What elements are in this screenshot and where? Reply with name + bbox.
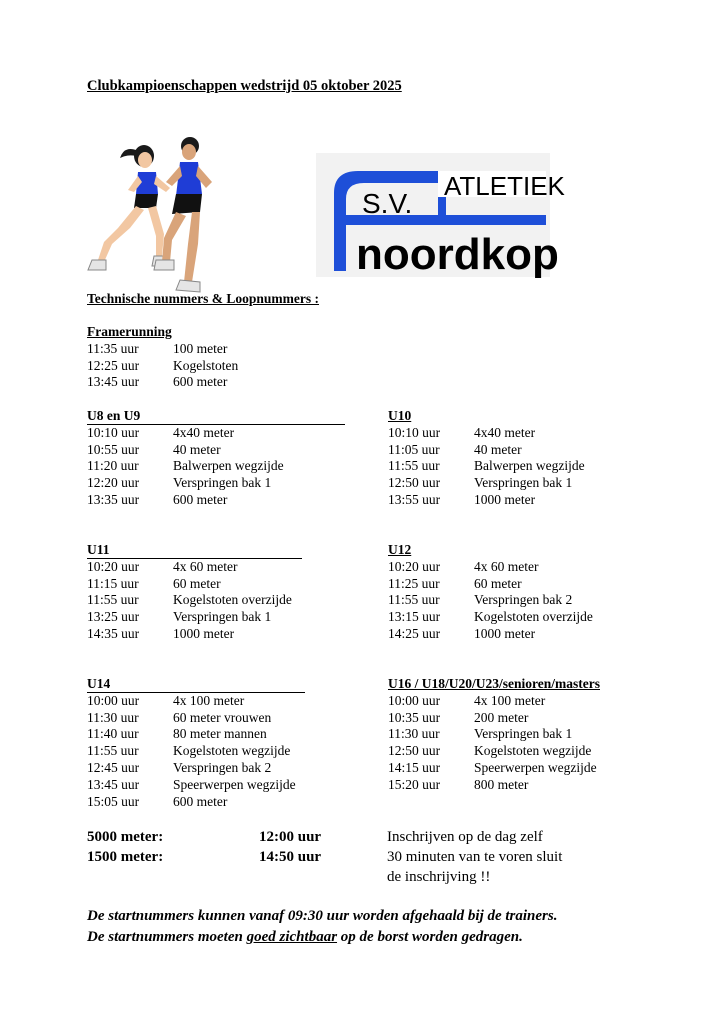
distance-runs	[87, 827, 367, 867]
schedule-row: 13:35 uur 600 meter	[87, 491, 228, 507]
schedule-row: 10:00 uur 4x 100 meter	[388, 692, 546, 708]
schedule-row: 13:45 uur Speerwerpen wegzijde	[87, 776, 296, 792]
schedule-u10	[388, 408, 638, 509]
schedule-row: 10:55 uur 40 meter	[87, 441, 221, 457]
schedule-row: 10:10 uur 4x40 meter	[87, 424, 235, 440]
schedule-row: 11:25 uur 60 meter	[388, 575, 522, 591]
schedule-row: 13:55 uur 1000 meter	[388, 491, 536, 507]
schedule-row: 10:35 uur 200 meter	[388, 709, 529, 725]
schedule-row: 13:25 uur Verspringen bak 1	[87, 609, 272, 625]
male-runner-figure	[154, 137, 212, 292]
schedule-framerunning	[87, 324, 347, 391]
schedule-row: 11:55 uur Kogelstoten overzijde	[87, 592, 292, 608]
schedule-row: 14:15 uur Speerwerpen wegzijde	[388, 759, 597, 775]
distance-row: 1500 meter: 14:50 uur	[87, 849, 322, 865]
footer-line-2: De startnummers moeten goed zichtbaar op de borst worden gedragen.	[87, 929, 523, 945]
section-heading: U11	[87, 542, 302, 559]
schedule-u11	[87, 542, 302, 643]
schedule-row: 11:20 uur Balwerpen wegzijde	[87, 458, 284, 474]
schedule-row: 11:55 uur Balwerpen wegzijde	[388, 458, 585, 474]
schedule-row: 12:25 uur Kogelstoten	[87, 357, 239, 373]
schedule-row: 11:35 uur 100 meter	[87, 340, 228, 356]
schedule-row: 11:40 uur 80 meter mannen	[87, 726, 267, 742]
footer-note	[87, 906, 558, 948]
logo-text-noordkop: noordkop	[356, 230, 559, 279]
schedule-row: 10:00 uur 4x 100 meter	[87, 692, 245, 708]
distance-row: 5000 meter: 12:00 uur	[87, 829, 322, 845]
schedule-u12	[388, 542, 638, 643]
section-subtitle: Technische nummers & Loopnummers :	[87, 291, 320, 306]
schedule-row: 13:45 uur 600 meter	[87, 374, 228, 390]
schedule-row: 11:55 uur Verspringen bak 2	[388, 592, 573, 608]
registration-note: Inschrijven op de dag zelf 30 minuten van te voren sluit de inschrijving !!	[387, 829, 563, 885]
schedule-row: 11:05 uur 40 meter	[388, 441, 522, 457]
schedule-row: 12:45 uur Verspringen bak 2	[87, 759, 272, 775]
schedule-row: 11:30 uur 60 meter vrouwen	[87, 709, 272, 725]
schedule-row: 11:15 uur 60 meter	[87, 575, 221, 591]
schedule-row: 10:20 uur 4x 60 meter	[388, 558, 539, 574]
schedule-row: 12:50 uur Kogelstoten wegzijde	[388, 743, 592, 759]
club-logo	[316, 153, 565, 279]
schedule-row: 13:15 uur Kogelstoten overzijde	[388, 609, 593, 625]
schedule-row: 11:55 uur Kogelstoten wegzijde	[87, 743, 291, 759]
schedule-u16-senioren	[388, 676, 648, 794]
schedule-row: 10:10 uur 4x40 meter	[388, 424, 536, 440]
schedule-row: 12:20 uur Verspringen bak 1	[87, 475, 272, 491]
section-heading: U10	[388, 408, 412, 423]
section-heading: Framerunning	[87, 324, 172, 339]
section-heading: U14	[87, 676, 305, 693]
logo-text-atletiek: ATLETIEK	[444, 171, 565, 201]
page-title: Clubkampioenschappen wedstrijd 05 oktober 2025	[87, 78, 402, 94]
logo-text-sv: S.V.	[362, 188, 413, 219]
footer-line-1: De startnummers kunnen vanaf 09:30 uur worden afgehaald bij de trainers.	[87, 908, 558, 924]
section-heading: U16 / U18/U20/U23/senioren/masters	[388, 676, 600, 691]
schedule-row: 14:35 uur 1000 meter	[87, 625, 235, 641]
schedule-row: 12:50 uur Verspringen bak 1	[388, 475, 573, 491]
schedule-row: 10:20 uur 4x 60 meter	[87, 558, 238, 574]
schedule-u8-u9	[87, 408, 345, 509]
schedule-row: 15:20 uur 800 meter	[388, 776, 529, 792]
schedule-row: 15:05 uur 600 meter	[87, 793, 228, 809]
female-runner-figure	[88, 145, 170, 270]
schedule-row: 14:25 uur 1000 meter	[388, 625, 536, 641]
schedule-u14	[87, 676, 305, 810]
section-heading: U8 en U9	[87, 408, 345, 425]
runners-illustration	[84, 132, 216, 298]
schedule-row: 11:30 uur Verspringen bak 1	[388, 726, 573, 742]
section-heading: U12	[388, 542, 412, 557]
